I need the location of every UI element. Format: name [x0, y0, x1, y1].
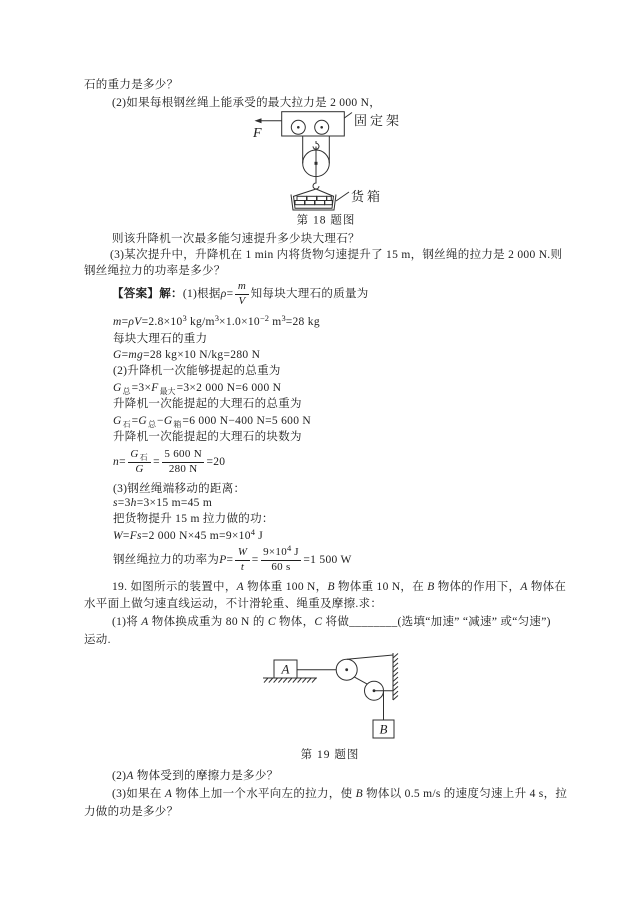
q18-part2-line: (2)如果每根钢丝绳上能承受的最大拉力是 2 000 N， — [112, 97, 382, 109]
frame-pointer-line — [344, 113, 352, 119]
cargo-tub-inner — [294, 196, 334, 208]
cargo-tub-outer — [291, 195, 336, 211]
formula-marble: $G_石=G_总-G_箱=6$ 000 N−400 N=5 600 N — [113, 415, 312, 429]
formula-rope: s=3h=3×15 m=45 m — [113, 497, 213, 509]
q18-lift-line: 则该升降机一次最多能匀速提升多少块大理石？ — [112, 233, 360, 245]
rope-between-pulleys — [354, 677, 367, 684]
text-count: 升降机一次能提起的大理石的块数为 — [113, 431, 302, 443]
bricks — [295, 196, 332, 204]
fixed-pulley-right-axle — [320, 126, 323, 129]
cargo-label: 货箱 — [351, 189, 384, 204]
force-label: F — [253, 126, 262, 141]
movable-pulley-axle — [315, 162, 318, 165]
formula-weight: G=mg=28 kg×10 N/kg=280 N — [113, 349, 261, 361]
fixed-pulley-left-axle — [297, 126, 300, 129]
q19-line7: 力做的功是多少？ — [84, 806, 179, 818]
lower-hook-icon — [313, 180, 319, 189]
fixed-frame-box — [282, 112, 345, 136]
formula-count: n = $\frac{G_石}{G}$ = $\frac{5 600 N}{280 N}$ =20 — [113, 447, 226, 475]
hanger-right — [316, 189, 334, 197]
text-weight: 每块大理石的重力 — [113, 333, 208, 345]
figure-19-caption: 第 19 题图 — [300, 749, 360, 761]
pulley-upper-bracket — [347, 655, 393, 659]
q18-part3b-line: 钢丝绳拉力的功率是多少？ — [84, 265, 226, 277]
q18-part3a-line: (3)某次提升中，升降机在 1 min 内将货物匀速提升了 15 m，钢丝绳的拉力是 2 000 N.则 — [110, 249, 563, 261]
figure-19 — [255, 648, 415, 763]
force-arrow-head — [255, 118, 262, 123]
q18-intro-line: 石的重力是多少？ — [84, 79, 179, 91]
frame-label: 固定架 — [354, 113, 403, 128]
formula-mass: $m=\rho V=2.8\times 10^3$ $kg/m^3\times 1.0\times 10^{-2}$ $m^3=28$ kg — [113, 313, 320, 328]
block-b-label: B — [379, 721, 388, 737]
text-marble: 升降机一次能提起的大理石的总重为 — [113, 398, 302, 410]
block-a-label: A — [281, 661, 290, 677]
q19-line6: (3)如果在 A 物体上加一个水平向左的拉力，使 B 物体以 0.5 m/s 的速度匀速上升 4 s，拉 — [112, 788, 568, 800]
q19-line5: (2)A 物体受到的摩擦力是多少？ — [112, 770, 279, 782]
q19-line2: 水平面上做匀速直线运动，不计滑轮重、绳重及摩擦.求： — [84, 598, 383, 610]
ground-hatching — [264, 678, 316, 683]
figure-18-caption: 第 18 题图 — [296, 214, 356, 227]
pulley-upper-axle — [345, 668, 348, 671]
q19-line4: 运动. — [84, 634, 111, 646]
q19-line1: 19. 如图所示的装置中，A 物体重 100 N，B 物体重 10 N，在 B 物体的作用下，A 物体在 — [112, 581, 567, 593]
formula-total: $G_总=3\times F_{最大}=3\times 2$ 000 N=6 000 N — [113, 382, 282, 396]
q19-line3: (1)将 A 物体换成重为 80 N 的 C 物体，C 将做________(选填“加速” “减速” 或“匀速”) — [112, 616, 551, 628]
answer-lead-line: 【答案】解： (1)根据 ρ = $\frac{m}{V}$ 知每块大理石的质量为 — [112, 279, 369, 307]
figure-18 — [248, 106, 458, 230]
text-total: (2)升降机一次能够提起的总重为 — [113, 365, 281, 377]
text-work: 把货物提升 15 m 拉力做的功： — [113, 513, 274, 525]
text-rope: (3)钢丝绳端移动的距离： — [113, 483, 246, 495]
formula-power: 钢丝绳拉力的功率为 P = $\frac{W}{t}$ = $\frac{9\times 10^4 J}{60 s}$ =1 500 W — [113, 542, 352, 573]
wall-hatching — [393, 654, 398, 701]
cargo-pointer-line — [336, 192, 349, 201]
formula-work: W=Fs=2 000 N×45 $m=9\times 10^4$ J — [113, 527, 263, 542]
hanger-left — [293, 189, 316, 197]
